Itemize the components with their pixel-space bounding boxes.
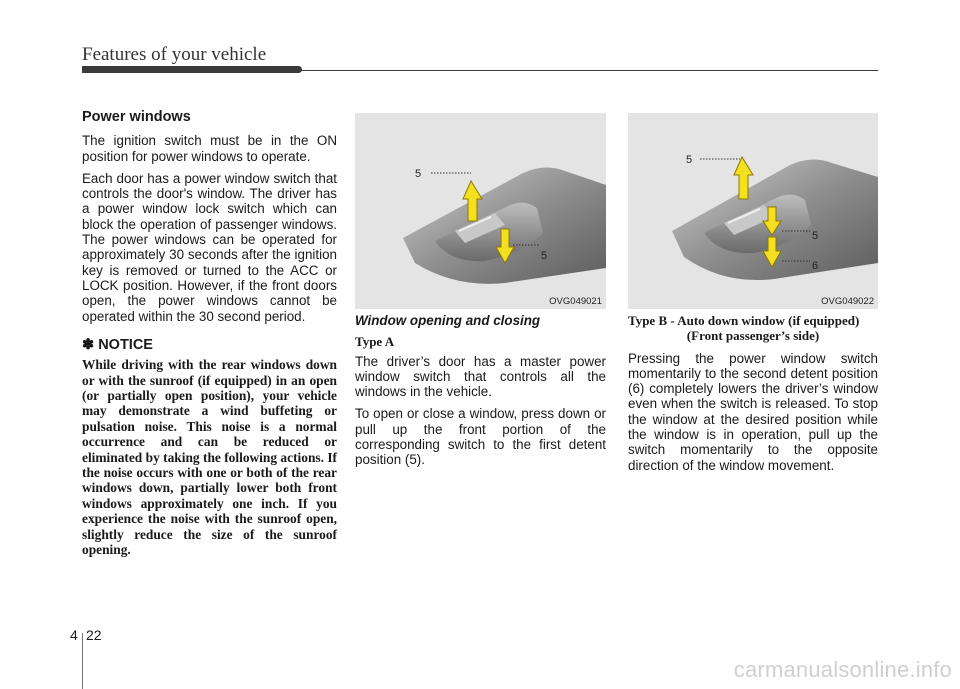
callout-number: 5 xyxy=(812,230,819,242)
subsection-heading: Window opening and closing xyxy=(355,313,541,328)
notice-label: NOTICE xyxy=(98,336,153,353)
figure-type-a xyxy=(355,113,606,309)
type-label: Type B - Auto down window (if equipped) xyxy=(628,313,860,328)
page-number: 22 xyxy=(86,627,102,643)
paragraph: The ignition switch must be in the ON position for power windows to operate. xyxy=(82,133,337,164)
type-label-sub: (Front passenger’s side) xyxy=(686,328,820,344)
callout-number: 6 xyxy=(812,260,819,272)
column-middle xyxy=(355,313,606,475)
chapter-number: 4 xyxy=(70,627,78,643)
figure-type-b xyxy=(628,113,878,309)
footer-rule xyxy=(82,633,83,689)
header-rule xyxy=(82,70,878,71)
notice-icon: ✽ xyxy=(82,336,95,353)
section-heading: Power windows xyxy=(82,109,191,125)
watermark: carmanualsonline.info xyxy=(733,657,952,682)
paragraph: Each door has a power window switch that controls the door's window. The driver has a power window lock switch which can block the operation of passenger windows. The power windows can be operated for approximately 30 seconds after the ignition key is removed or turned to the ACC or LOCK position. However, if the front doors open, the power windows cannot be operated within the 30 second period. xyxy=(82,170,337,324)
switch-illustration-a xyxy=(355,113,606,309)
notice-body: While driving with the rear windows down or with the sunroof (if equipped) in an open (or partially open position), your vehicle may demonstrate a wind buffeting or pulsation noise. This noise is a normal occurrence and can be reduced or eliminated by taking the following actions. If the noise occurs with one or both of the rear windows down, partially lower both front windows approximately one inch. If you experience the noise with the sunroof open, slightly reduce the size of the sunroof opening. xyxy=(82,357,337,558)
callout-number: 5 xyxy=(686,154,693,166)
callout-number: 5 xyxy=(541,250,548,262)
switch-illustration-b xyxy=(628,113,878,309)
paragraph: To open or close a window, press down or pull up the front portion of the corresponding switch to the first detent position (5). xyxy=(355,406,606,468)
paragraph: Pressing the power window switch momentarily to the second detent position (6) completely lowers the driver’s window even when the switch is released. To stop the window at the desired position while the window is in operation, pull up the switch momentarily to the opposite direction of the window movement. xyxy=(628,350,878,473)
paragraph: The driver’s door has a master power window switch that controls all the windows in the vehicle. xyxy=(355,353,606,400)
notice-title xyxy=(82,338,337,353)
figure-code: OVG049022 xyxy=(821,296,874,307)
column-right xyxy=(628,313,878,480)
header-title: Features of your vehicle xyxy=(82,44,267,65)
callout-number: 5 xyxy=(415,168,422,180)
figure-code: OVG049021 xyxy=(549,296,602,307)
type-label: Type A xyxy=(355,334,395,350)
column-left xyxy=(82,110,337,564)
